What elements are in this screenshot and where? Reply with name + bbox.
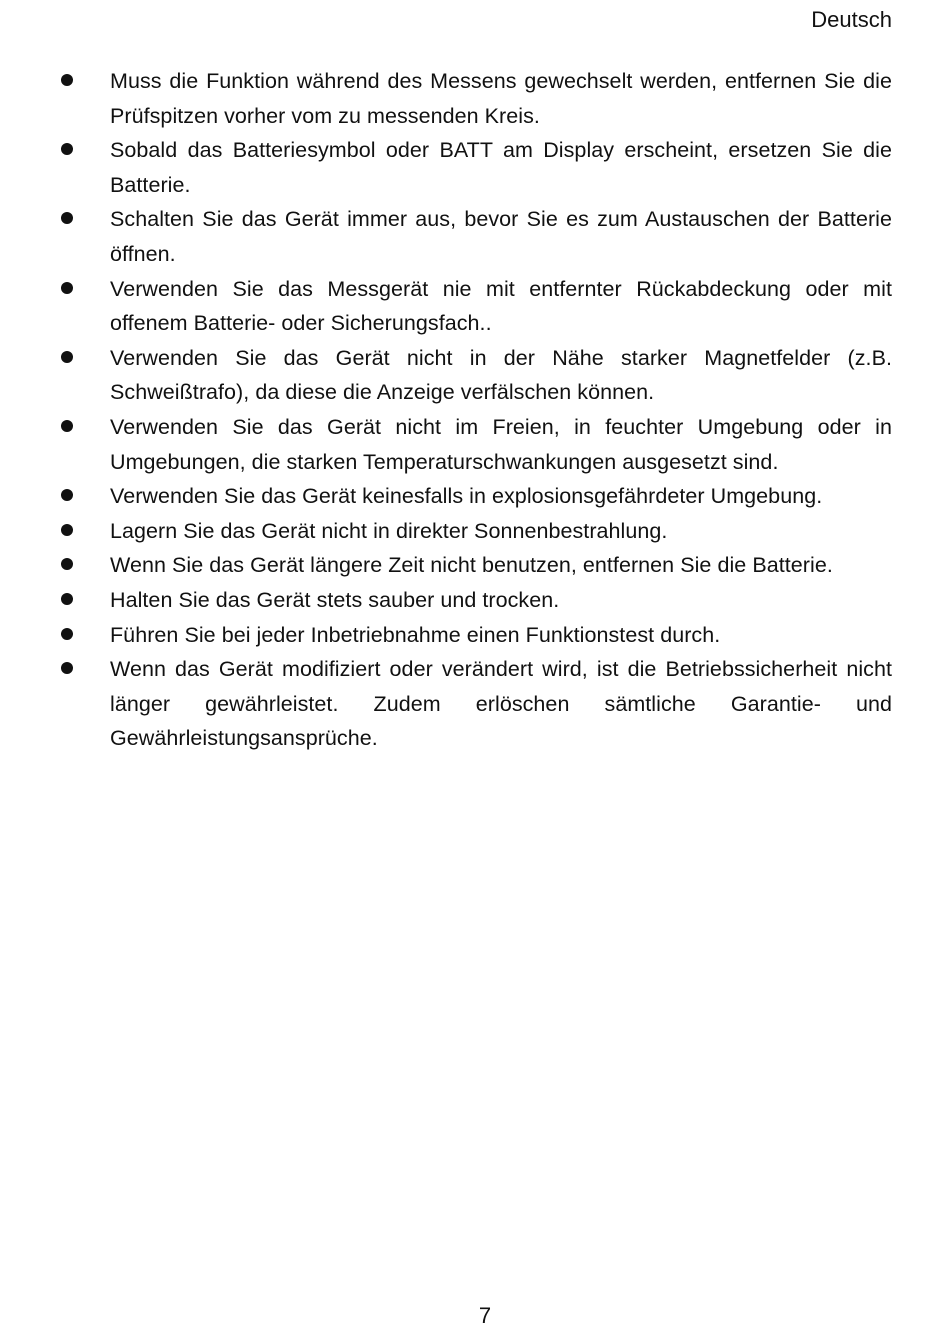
- list-item-text: Schalten Sie das Gerät immer aus, bevor Sie es zum Austauschen der Batterie öffnen.: [110, 207, 892, 266]
- bullet-icon: [61, 351, 73, 363]
- bullet-icon: [61, 662, 73, 674]
- list-item: [0, 514, 950, 549]
- list-item-text: Führen Sie bei jeder Inbetriebnahme einen Funktionstest durch.: [110, 622, 721, 647]
- list-item-text: Muss die Funktion während des Messens gewechselt werden, entfernen Sie die Prüfspitzen vorher vom zu messenden Kreis.: [110, 69, 892, 128]
- bullet-icon: [61, 558, 73, 570]
- page-language-label: Deutsch: [811, 7, 892, 32]
- list-item: [0, 341, 950, 410]
- list-item-text: Sobald das Batteriesymbol oder BATT am Display erscheint, ersetzen Sie die Batterie.: [110, 138, 892, 197]
- bullet-icon: [61, 420, 73, 432]
- list-item: [0, 479, 950, 514]
- list-item: [0, 133, 950, 202]
- bullet-icon: [61, 282, 73, 294]
- bullet-icon: [61, 489, 73, 501]
- list-item: [0, 652, 950, 756]
- bullet-icon: [61, 524, 73, 536]
- bullet-icon: [61, 593, 73, 605]
- bullet-icon: [61, 143, 73, 155]
- list-item: [0, 410, 950, 479]
- page-number: 7: [478, 1303, 492, 1328]
- list-item: [0, 202, 950, 271]
- list-item-text: Verwenden Sie das Gerät keinesfalls in explosionsgefährdeter Umgebung.: [110, 484, 823, 509]
- bullet-icon: [61, 628, 73, 640]
- list-item: [0, 272, 950, 341]
- list-item-text: Lagern Sie das Gerät nicht in direkter Sonnenbestrahlung.: [110, 518, 668, 543]
- list-item-text: Wenn Sie das Gerät längere Zeit nicht benutzen, entfernen Sie die Batterie.: [110, 553, 833, 578]
- list-item-text: Verwenden Sie das Gerät nicht im Freien, in feuchter Umgebung oder in Umgebungen, die starken Temperaturschwankungen ausgesetzt sind.: [110, 414, 892, 474]
- list-item-text: Halten Sie das Gerät stets sauber und trocken.: [110, 587, 560, 612]
- list-item: [0, 548, 950, 583]
- safety-notes-list: [0, 64, 950, 756]
- bullet-icon: [61, 74, 73, 86]
- list-item-text: Verwenden Sie das Gerät nicht in der Nähe starker Magnetfelder (z.B. Schweißtrafo), da diese die Anzeige verfälschen können.: [110, 345, 892, 405]
- list-item: [0, 618, 950, 653]
- list-item: [0, 583, 950, 618]
- list-item: [0, 64, 950, 133]
- list-item-text: Verwenden Sie das Messgerät nie mit entfernter Rückabdeckung oder mit offenem Batterie- oder Sicherungsfach..: [110, 276, 892, 336]
- list-item-text: Wenn das Gerät modifiziert oder verändert wird, ist die Betriebssicherheit nicht länger gewährleistet. Zudem erlöschen sämtliche Garantie- und Gewährleistungsansprüche.: [110, 657, 892, 751]
- bullet-icon: [61, 212, 73, 224]
